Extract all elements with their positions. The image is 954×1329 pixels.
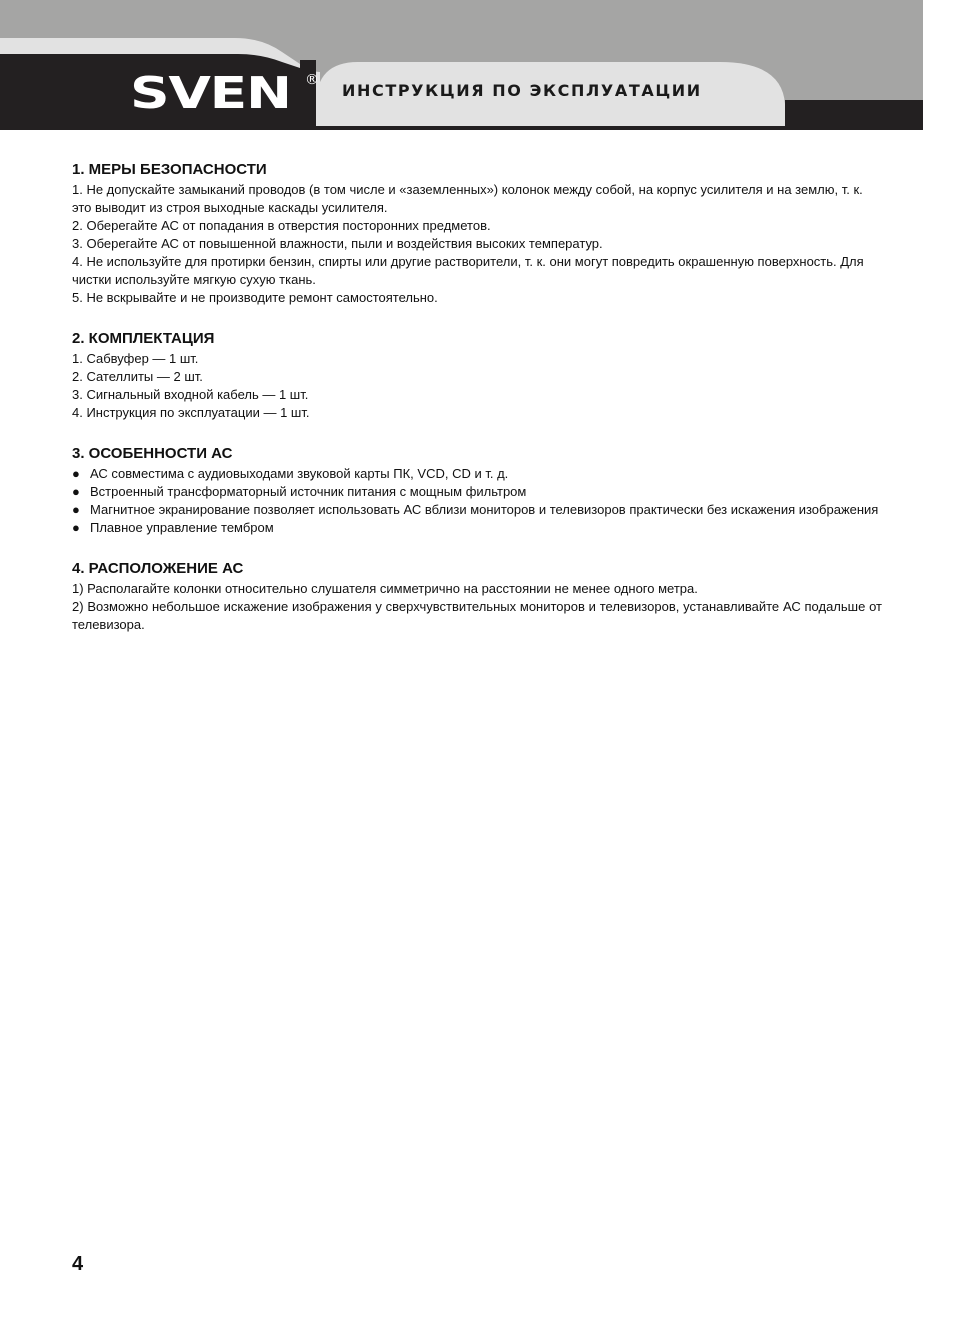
section-features [72,444,882,537]
features-list [72,465,882,537]
bullet-icon: ● [72,466,80,481]
feature-item [72,501,882,519]
page-number: 4 [72,1253,84,1275]
section-safety [72,160,882,307]
safety-item: 4. Не используйте для протирки бензин, спирты или другие растворители, т. к. они могут повредить окрашенную поверхность. Для чистки используйте мягкую сухую ткань. [72,254,864,287]
bullet-icon: ● [72,484,80,499]
feature-text: АС совместима с аудиовыходами звуковой карты ПК, VCD, CD и т. д. [90,466,509,481]
section-title: 4. РАСПОЛОЖЕНИЕ АС [72,560,244,577]
header-title: ИНСТРУКЦИЯ ПО ЭКСПЛУАТАЦИИ [342,81,702,100]
feature-text: Плавное управление тембром [90,520,274,535]
feature-item [72,519,882,537]
section-placement [72,559,882,634]
feature-item [72,483,882,501]
section-title: 2. КОМПЛЕКТАЦИЯ [72,330,215,347]
registered-mark: ® [305,72,319,88]
feature-text: Встроенный трансформаторный источник питания с мощным фильтром [90,484,527,499]
section-contents [72,329,882,422]
placement-item: 2) Возможно небольшое искажение изображения у сверхчувствительных мониторов и телевизоров, устанавливайте АС подальше от телевизора. [72,599,882,632]
safety-item: 3. Оберегайте АС от повышенной влажности, пыли и воздействия высоких температур. [72,236,603,251]
bullet-icon: ● [72,502,80,517]
safety-item: 2. Оберегайте АС от попадания в отверстия посторонних предметов. [72,218,491,233]
feature-item [72,465,882,483]
contents-item: 2. Сателлиты — 2 шт. [72,369,203,384]
bullet-icon: ● [72,520,80,535]
feature-text: Магнитное экранирование позволяет использовать АС вблизи мониторов и телевизоров практически без искажения изображения [90,502,879,517]
section-title: 3. ОСОБЕННОСТИ АС [72,445,233,462]
placement-item: 1) Располагайте колонки относительно слушателя симметрично на расстоянии не менее одного метра. [72,581,698,596]
document-body [72,160,882,656]
safety-item: 1. Не допускайте замыканий проводов (в том числе и «заземленных») колонок между собой, на корпус усилителя и на землю, т. к. это выводит из строя выходные каскады усилителя. [72,182,863,215]
safety-item: 5. Не вскрывайте и не производите ремонт самостоятельно. [72,290,438,305]
contents-item: 4. Инструкция по эксплуатации — 1 шт. [72,405,310,420]
brand-logo: SVEN [130,68,291,119]
contents-item: 1. Сабвуфер — 1 шт. [72,351,199,366]
contents-item: 3. Сигнальный входной кабель — 1 шт. [72,387,309,402]
section-title: 1. МЕРЫ БЕЗОПАСНОСТИ [72,161,267,178]
